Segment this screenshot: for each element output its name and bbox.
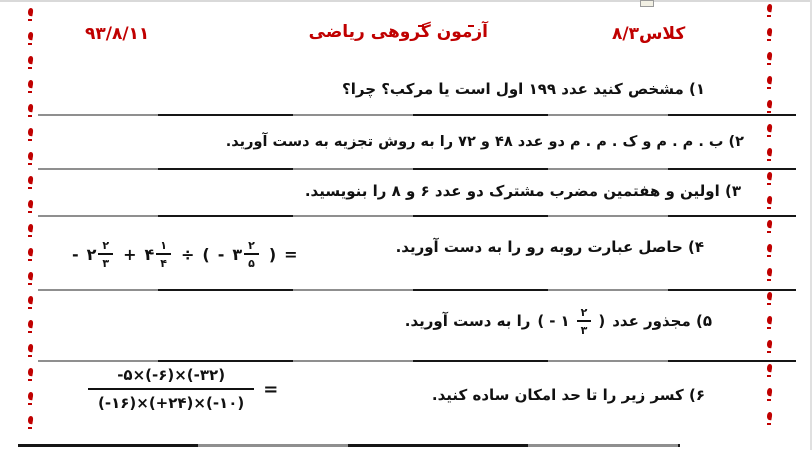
scrollbar-nub[interactable] xyxy=(640,0,654,7)
fraction-numerator: -۵×(-۶)×(-۳۲) xyxy=(117,366,226,384)
denominator: ۳ xyxy=(98,253,113,269)
denominator: ۳ xyxy=(577,320,592,336)
border-ornament-icon xyxy=(28,104,33,128)
border-ornament-icon xyxy=(767,172,772,196)
exam-date: ۹۳/۸/۱۱ xyxy=(85,24,150,44)
window-top-edge xyxy=(0,0,812,2)
border-ornament-icon xyxy=(28,224,33,248)
open-paren: ( xyxy=(537,312,545,330)
border-ornament-icon xyxy=(767,244,772,268)
question-3-text: ۳) اولین و هفتمین مضرب مشترک دو عدد ۶ و ۸ را بنویسید. xyxy=(304,182,741,200)
numerator: ۲ xyxy=(248,238,255,252)
border-ornament-icon xyxy=(28,392,33,416)
mixed-number xyxy=(145,240,173,269)
minus-sign: - xyxy=(217,244,225,264)
question-1-text: ۱) مشخص کنید عدد ۱۹۹ اول است یا مرکب؟ چرا؟ xyxy=(342,80,705,98)
whole-number: ۴ xyxy=(144,244,155,264)
close-paren: ) xyxy=(598,312,606,330)
fraction xyxy=(577,307,592,336)
numerator: ۲ xyxy=(580,305,588,319)
question-4-expression xyxy=(72,224,298,284)
border-ornament-icon xyxy=(767,364,772,388)
question-6-fraction xyxy=(88,366,278,412)
whole-number: ۱ xyxy=(560,312,570,330)
divide-sign: ÷ xyxy=(181,244,195,264)
border-ornament-icon xyxy=(767,52,772,76)
minus-sign: - xyxy=(72,244,79,264)
numerator: ۲ xyxy=(102,238,110,252)
border-ornament-icon xyxy=(767,28,772,52)
plus-sign: + xyxy=(123,244,137,264)
open-paren: ( xyxy=(202,244,210,264)
border-ornament-icon xyxy=(767,292,772,316)
border-ornament-icon xyxy=(28,56,33,80)
question-5-text xyxy=(405,299,712,343)
mixed-number xyxy=(87,240,115,269)
divider xyxy=(38,360,796,362)
question-6-text: ۶) کسر زیر را تا حد امکان ساده کنید. xyxy=(431,386,705,404)
border-ornament-icon xyxy=(28,176,33,200)
divider xyxy=(38,114,796,116)
question-5-expression xyxy=(537,307,605,336)
whole-number: ۳ xyxy=(232,244,243,264)
border-ornament-icon xyxy=(28,368,33,392)
border-ornament-icon xyxy=(28,152,33,176)
big-fraction xyxy=(88,366,254,412)
border-ornament-icon xyxy=(28,32,33,56)
fraction xyxy=(244,240,259,269)
numerator: ۱ xyxy=(160,238,168,252)
bottom-rule xyxy=(18,444,680,447)
equals-sign: = xyxy=(284,244,298,264)
border-ornament-icon xyxy=(28,200,33,224)
mixed-number xyxy=(232,240,260,269)
question-5-prefix: ۵) مجذور عدد xyxy=(612,312,712,330)
border-ornament-icon xyxy=(28,80,33,104)
border-ornament-icon xyxy=(767,4,772,28)
border-ornament-icon xyxy=(28,296,33,320)
border-ornament-icon xyxy=(767,124,772,148)
minus-sign: - xyxy=(549,312,556,330)
divider xyxy=(38,289,796,291)
whole-number: ۲ xyxy=(86,244,97,264)
border-ornament-icon xyxy=(28,416,33,440)
border-ornament-icon xyxy=(28,128,33,152)
question-5-suffix: را به دست آورید. xyxy=(404,312,531,330)
denominator: ۵ xyxy=(244,253,259,269)
equals-sign: = xyxy=(263,378,279,400)
close-paren: ) xyxy=(268,244,277,264)
exam-title: آزمون گروهی ریاضی xyxy=(308,22,488,42)
border-ornament-icon xyxy=(28,272,33,296)
fraction-denominator: (-۱۶)×(+۲۴)×(-۱۰) xyxy=(88,388,254,412)
fraction xyxy=(98,240,113,269)
question-2-text: ۲) ب . م . م و ک . م . م دو عدد ۴۸ و ۷۲ را به روش تجزیه به دست آورید. xyxy=(225,134,744,150)
page-art-border-right xyxy=(763,4,775,448)
question-4-text: ۴) حاصل عبارت روبه رو را به دست آورید. xyxy=(395,238,704,256)
border-ornament-icon xyxy=(767,100,772,124)
border-ornament-icon xyxy=(767,412,772,436)
border-ornament-icon xyxy=(767,220,772,244)
divider xyxy=(38,168,796,170)
page-art-border-left xyxy=(24,8,36,445)
border-ornament-icon xyxy=(28,248,33,272)
border-ornament-icon xyxy=(767,316,772,340)
fraction xyxy=(156,240,171,269)
border-ornament-icon xyxy=(767,76,772,100)
class-label: کلاس۸/۳ xyxy=(612,24,686,44)
border-ornament-icon xyxy=(767,388,772,412)
denominator: ۴ xyxy=(156,253,171,269)
divider xyxy=(38,215,796,217)
border-ornament-icon xyxy=(28,320,33,344)
border-ornament-icon xyxy=(28,344,33,368)
border-ornament-icon xyxy=(28,8,33,32)
